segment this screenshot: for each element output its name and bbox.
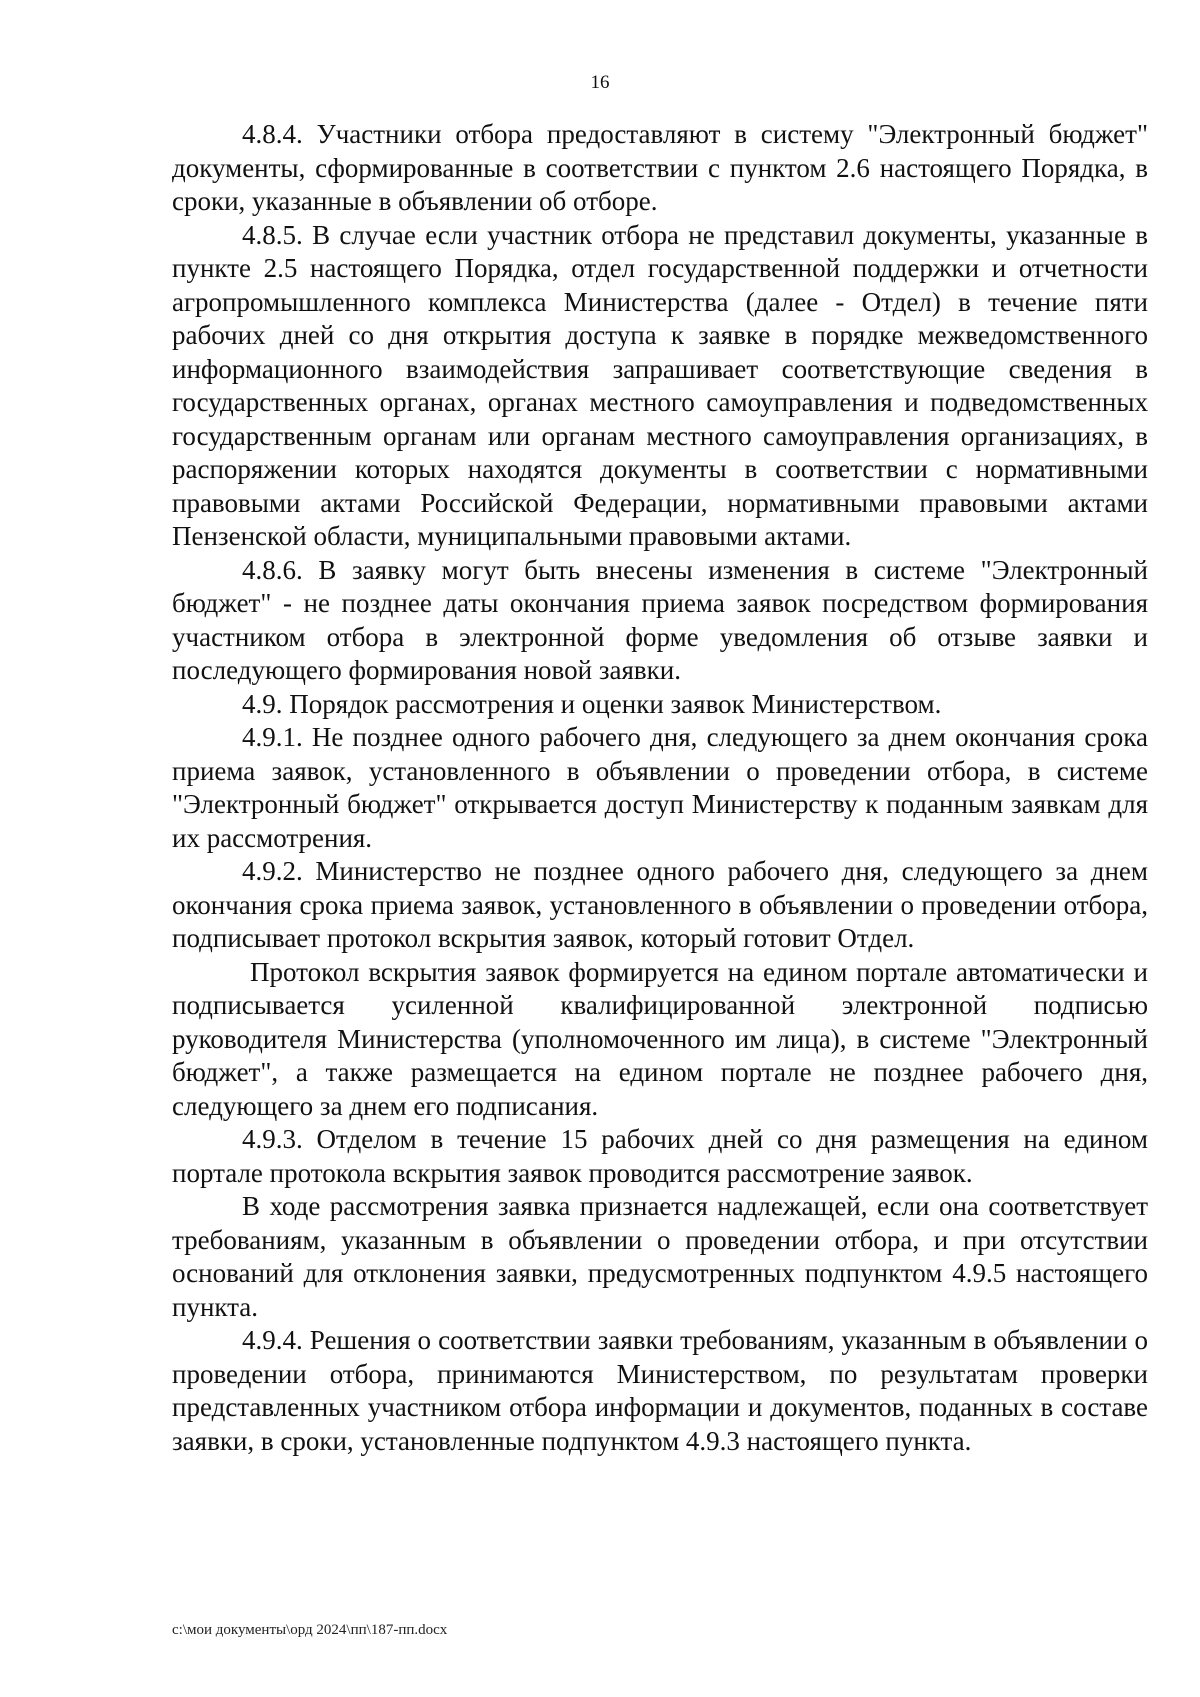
paragraph-protocol: Протокол вскрытия заявок формируется на едином портале автоматически и подписывается усиленной квалифицированной электронной подписью руководителя Министерства (уполномоченного им лица), в системе "Электронный бюджет", а также размещается на едином портале не позднее рабочего дня, следующего за днем его подписания. <box>172 956 1148 1121</box>
paragraph-4-9: 4.9. Порядок рассмотрения и оценки заявок Министерством. <box>242 688 942 719</box>
paragraph-4-8-6: 4.8.6. В заявку могут быть внесены изменения в системе "Электронный бюджет" - не позднее даты окончания приема заявок посредством формирования участником отбора в электронной форме уведомления об отзыве заявки и последующего формирования новой заявки. <box>172 554 1148 685</box>
paragraph-4-9-3: 4.9.3. Отделом в течение 15 рабочих дней со дня размещения на едином портале протокола вскрытия заявок проводится рассмотрение заявок. <box>172 1124 1148 1188</box>
paragraph-4-9-1: 4.9.1. Не позднее одного рабочего дня, следующего за днем окончания срока приема заявок, установленного в объявлении о проведении отбора, в системе "Электронный бюджет" открывается доступ Министерству к поданным заявкам для их рассмотрения. <box>172 722 1148 853</box>
footer-file-path: c:\мои документы\орд 2024\пп\187-пп.docx <box>172 1622 448 1638</box>
paragraph-review: В ходе рассмотрения заявка признается надлежащей, если она соответствует требованиям, указанным в объявлении о проведении отбора, и при отсутствии оснований для отклонения заявки, предусмотренных подпунктом 4.9.5 настоящего пункта. <box>172 1191 1148 1322</box>
document-body <box>172 118 1148 1458</box>
paragraph-4-8-4: 4.8.4. Участники отбора предоставляют в систему "Электронный бюджет" документы, сформированные в соответствии с пунктом 2.6 настоящего Порядка, в сроки, указанные в объявлении об отборе. <box>172 119 1148 216</box>
paragraph-4-8-5: 4.8.5. В случае если участник отбора не представил документы, указанные в пункте 2.5 настоящего Порядка, отдел государственной поддержки и отчетности агропромышленного комплекса Министерства (далее - Отдел) в течение пяти рабочих дней со дня открытия доступа к заявке в порядке межведомственного информационного взаимодействия запрашивает соответствующие сведения в государственных органах, органах местного самоуправления и подведомственных государственным органам или органам местного самоуправления организациях, в распоряжении которых находятся документы в соответствии с нормативными правовыми актами Российской Федерации, нормативными правовыми актами Пензенской области, муниципальными правовыми актами. <box>172 219 1148 551</box>
paragraph-4-9-4: 4.9.4. Решения о соответствии заявки требованиям, указанным в объявлении о проведении отбора, принимаются Министерством, по результатам проверки представленных участником отбора информации и документов, поданных в составе заявки, в сроки, установленные подпунктом 4.9.3 настоящего пункта. <box>172 1325 1148 1456</box>
paragraph-4-9-2: 4.9.2. Министерство не позднее одного рабочего дня, следующего за днем окончания срока приема заявок, установленного в объявлении о проведении отбора, подписывает протокол вскрытия заявок, который готовит Отдел. <box>172 856 1148 953</box>
page-number: 16 <box>590 72 610 93</box>
